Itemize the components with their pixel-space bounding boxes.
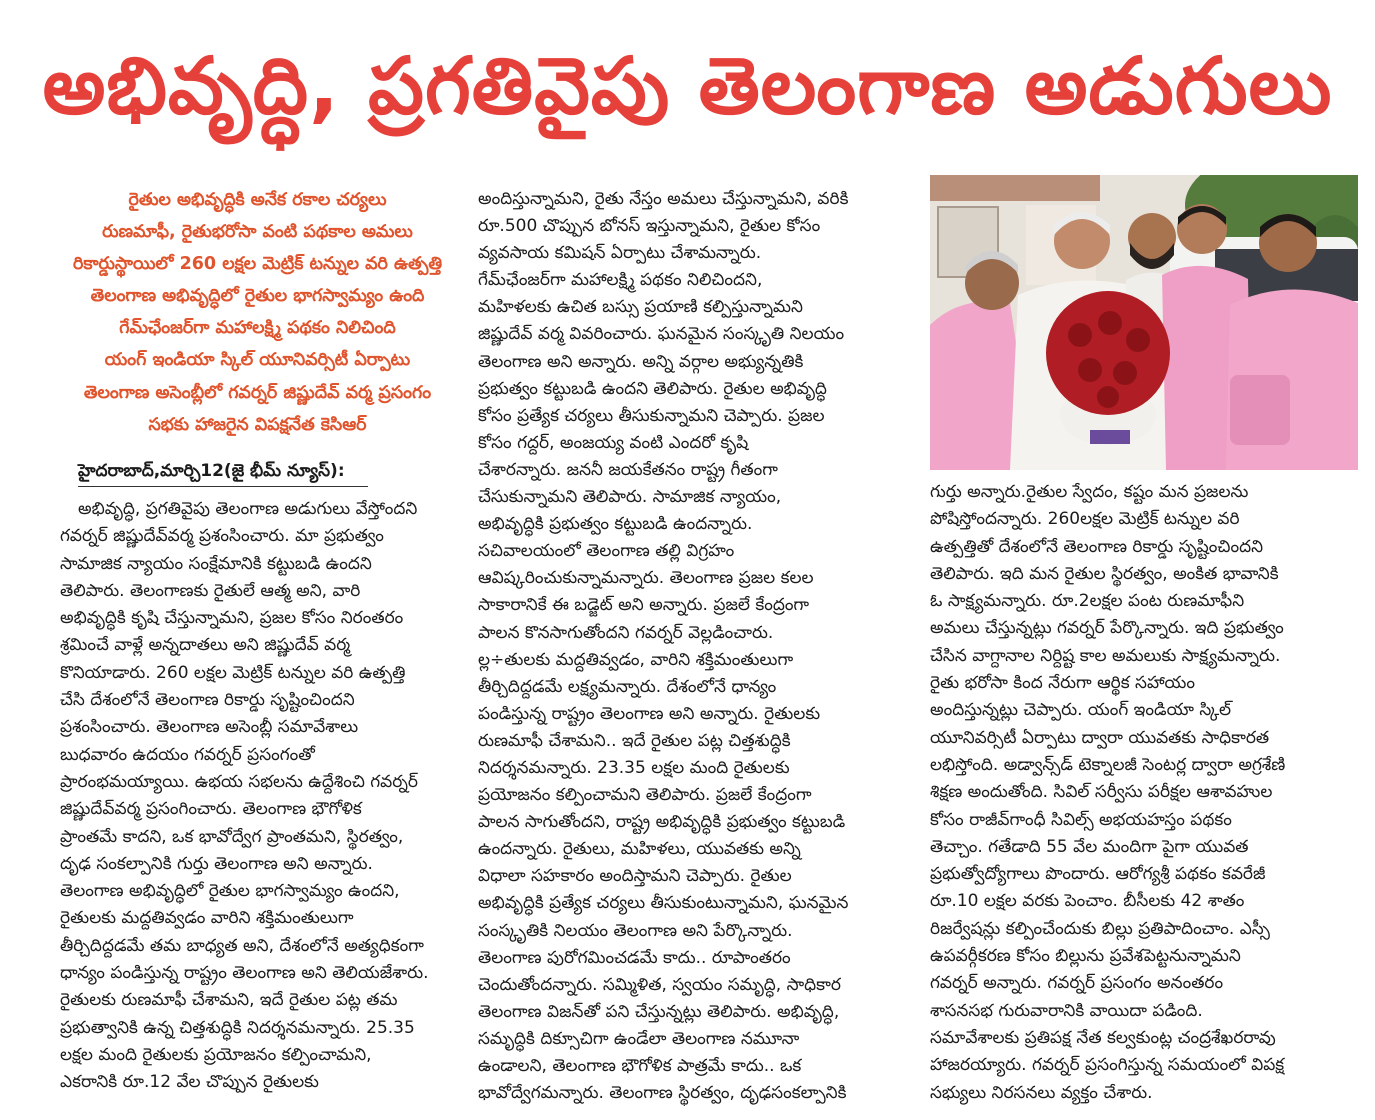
body-line: ఉండాలని, తెలంగాణ భౌగోళిక పాత్రమే కాదు.. ఒక xyxy=(478,1056,802,1076)
body-line: తీర్చిదిద్దడమే లక్ష్యమన్నారు. దేశంలోనే ధాన్యం xyxy=(478,676,777,697)
bouquet-ribbon xyxy=(1090,430,1130,444)
highlight-line: తెలంగాణ అభివృద్ధిలో రైతుల భాగస్వామ్యం ఉంది xyxy=(90,286,425,307)
highlight-line: యంగ్ ఇండియా స్కిల్ యూనివర్సిటీ ఏర్పాటు xyxy=(104,350,411,371)
sash-badge xyxy=(1230,375,1290,445)
body-line: వ్యవసాయ కమిషన్ ఏర్పాటు చేశామన్నారు. xyxy=(478,243,762,264)
highlights-box xyxy=(45,184,470,441)
news-photo xyxy=(930,175,1358,470)
body-line: శిక్షణ అందుతోంది. సివిల్ సర్వీసు పరీక్షల ఆశావహుల xyxy=(930,782,1273,803)
body-line: గవర్నర్ అన్నారు. గవర్నర్ ప్రసంగం అనంతరం xyxy=(930,973,1224,994)
body-line: ఉత్పత్తితో దేశంలోనే తెలంగాణ రికార్డు సృష్టించిందని xyxy=(930,536,1264,557)
body-line: పోషిస్తోందన్నారు. 260లక్షల మెట్రిక్ టన్నుల వరి xyxy=(930,509,1240,530)
body-line: ఉపవర్గీకరణ కోసం బిల్లును ప్రవేశపెట్టనున్నామని xyxy=(930,946,1241,967)
body-line: దృఢ సంకల్పానికి గుర్తు తెలంగాణ అని అన్నారు. xyxy=(60,853,373,874)
body-line: సభ్యులు నిరసనలు వ్యక్తం చేశారు. xyxy=(930,1082,1153,1103)
body-line: గేమ్‌ఛేంజర్‌గా మహాలక్ష్మి పథకం నిలిచిందని, xyxy=(478,270,763,291)
dateline: హైదరాబాద్,మార్చి12(జై భీమ్ న్యూస్): xyxy=(78,456,368,487)
body-line: ఉందన్నారు. రైతులు, మహిళలు, యువతకు అన్ని xyxy=(478,839,801,860)
body-line: తెలంగాణ అని అన్నారు. అన్ని వర్గాల అభ్యున్నతికి xyxy=(478,351,804,372)
highlight-line: రైతుల అభివృద్ధికి అనేక రకాల చర్యలు xyxy=(128,190,387,210)
body-line: నిదర్శనమన్నారు. 23.35 లక్షల మంది రైతులకు xyxy=(478,757,790,778)
body-line: ప్రారంభమయ్యాయి. ఉభయ సభలను ఉద్దేశించి గవర్నర్ xyxy=(60,771,418,792)
body-line: ప్రయోజనం కల్పించామని తెలిపారు. ప్రజలే కేంద్రంగా xyxy=(478,785,812,806)
highlight-line: రికార్డుస్థాయిలో 260 లక్షల మెట్రిక్ టన్నుల వరి ఉత్పత్తి xyxy=(72,254,443,275)
body-line: బుధవారం ఉదయం గవర్నర్ ప్రసంగంతో xyxy=(60,744,315,765)
highlight-line: రుణమాఫీ, రైతుభరోసా వంటి పథకాల అమలు xyxy=(102,222,413,243)
body-line: పాలన కొనసాగుతోందని గవర్నర్ వెల్లడించారు. xyxy=(478,622,774,643)
body-line: చేసిన వాగ్దానాల నిర్దిష్ట కాల అమలుకు సాక్ష్యమన్నారు. xyxy=(930,645,1281,666)
body-line: సమృద్ధికి దిక్సూచిగా ఉండేలా తెలంగాణ నమూనా xyxy=(478,1028,800,1049)
article-column-right xyxy=(930,479,1360,1107)
body-line: రైతులకు మద్దతివ్వడం వారిని శక్తిమంతులుగా xyxy=(60,908,354,929)
body-line: విధాలా సహకారం అందిస్తామని చెప్పారు. రైతుల xyxy=(478,866,792,887)
body-line: అభివృద్ధికి కృషి చేస్తున్నామని, ప్రజల కోసం నిరంతరం xyxy=(60,608,404,629)
body-line: కోసం గద్దర్, అంజయ్య వంటి ఎందరో కృషి xyxy=(478,432,749,453)
body-line: తెలంగాణ విజన్‌తో పని చేస్తున్నట్లు తెలిపారు. అభివృద్ధి, xyxy=(478,1001,840,1022)
body-line: ల్ల÷తులకు మద్దతివ్వడం, వారిని శక్తిమంతులుగా xyxy=(478,649,794,670)
body-line: జిష్ణుదేవ్ వర్మ వివరించారు. ఘనమైన సంస్కృతి నిలయం xyxy=(478,324,845,345)
body-line: కోసం రాజీవ్‌గాంధీ సివిల్స్ అభయహస్తం పథకం xyxy=(930,809,1232,830)
body-line: సచివాలయంలో తెలంగాణ తల్లి విగ్రహం xyxy=(478,541,735,562)
body-line: ప్రాంతమే కాదని, ఒక భావోద్వేగ ప్రాంతమని, స్థిరత్వం, xyxy=(60,826,404,847)
rose xyxy=(1098,311,1122,335)
body-line: మహిళలకు ఉచిత బస్సు ప్రయాణి కల్పిస్తున్నామని xyxy=(478,297,803,318)
body-line: తెలంగాణ పురోగమించడమే కాదు.. రూపాంతరం xyxy=(478,947,791,968)
body-line: రైతులకు రుణమాఫీ చేశామని, ఇదే రైతుల పట్ల తమ xyxy=(60,990,398,1011)
body-line: సంస్కృతికి నిలయం తెలంగాణ అని పేర్కొన్నారు. xyxy=(478,920,793,941)
body-line: అందిస్తున్నట్లు చెప్పారు. యంగ్ ఇండియా స్కిల్ xyxy=(930,700,1232,721)
body-line: ప్రభుత్వానికి ఉన్న చిత్తశుద్ధికి నిదర్శనమన్నారు. 25.35 xyxy=(60,1017,415,1038)
body-line: తెలిపారు. తెలంగాణకు రైతులే ఆత్మ అని, వారి xyxy=(60,580,361,601)
body-line: అమలు చేస్తున్నట్లు గవర్నర్ పేర్కొన్నారు. ఇది ప్రభుత్వం xyxy=(930,618,1284,639)
body-line: రైతు భరోసా కింద నేరుగా ఆర్థిక సహాయం xyxy=(930,673,1196,694)
body-line: ప్రశంసించారు. తెలంగాణ అసెంబ్లీ సమావేశాలు xyxy=(60,717,359,738)
article-column-left xyxy=(60,496,462,1097)
body-line: యూనివర్సిటీ ఏర్పాటు ద్వారా యువతకు సాధికారత xyxy=(930,727,1270,748)
body-line: గవర్నర్ జిష్ణుదేవ్‌వర్మ ప్రశంసించారు. మా ప్రభుత్వం xyxy=(60,526,384,547)
body-line: శ్రమించే వాళ్లే అన్నదాతలు అని జిష్ణుదేవ్ వర్మ xyxy=(60,635,351,656)
body-line: పండిస్తున్న రాష్ట్రం తెలంగాణ అని అన్నారు. రైతులకు xyxy=(478,703,821,724)
body-line: కోసం ప్రత్యేక చర్యలు తీసుకున్నామని చెప్పారు. ప్రజల xyxy=(478,405,825,426)
body-line: అభివృద్ధికి ప్రత్యేక చర్యలు తీసుకుంటున్నామని, ఘనమైన xyxy=(478,893,849,914)
highlight-line: సభకు హాజరైన విపక్షనేత కెసిఆర్ xyxy=(148,414,367,435)
body-line: జిష్ణుదేవ్‌వర్మ ప్రసంగించారు. తెలంగాణ భౌగోళిక xyxy=(60,799,362,820)
body-line: ప్రభుత్వం కట్టుబడి ఉందని తెలిపారు. రైతుల అభివృద్ధి xyxy=(478,378,827,399)
body-line: ధాన్యం పండిస్తున్న రాష్ట్రం తెలంగాణ అని తెలియజేశారు. xyxy=(60,963,429,984)
body-line: లక్షల మంది రైతులకు ప్రయోజనం కల్పించామని, xyxy=(60,1044,372,1065)
rose xyxy=(1126,328,1150,352)
highlight-line: తెలంగాణ అసెంబ్లీలో గవర్నర్ జిష్ణుదేవ్ వర్మ ప్రసంగం xyxy=(83,382,432,403)
body-line: అభివృద్ధికి ప్రభుత్వం కట్టుబడి ఉందన్నారు. xyxy=(478,514,753,535)
body-line: భావోద్వేగమన్నారు. తెలంగాణ స్థిరత్వం, దృఢసంకల్పానికి xyxy=(478,1083,847,1104)
building-roof xyxy=(930,175,1100,201)
body-line: చేసి దేశంలోనే తెలంగాణ రికార్డు సృష్టించిందని xyxy=(60,690,355,711)
highlight-line: గేమ్‌ఛేంజర్‌గా మహాలక్ష్మి పథకం నిలిచింది xyxy=(119,318,396,339)
body-line: రూ.500 చొప్పున బోనస్ ఇస్తున్నామని, రైతుల కోసం xyxy=(478,216,821,237)
body-line: ఆవిష్కరించుకున్నామన్నారు. తెలంగాణ ప్రజల కలల xyxy=(478,568,814,589)
body-line: తీర్చిదిద్దడమే తమ బాధ్యత అని, దేశంలోనే అత్యధికంగా xyxy=(60,935,424,956)
body-line: సామాజిక న్యాయం సంక్షేమానికి కట్టుబడి ఉందని xyxy=(60,553,372,574)
body-line: అందిస్తున్నామని, రైతు నేస్తం అమలు చేస్తున్నామని, వరికి xyxy=(478,189,849,209)
rose xyxy=(1068,323,1092,347)
body-line: చెందుతోందన్నారు. సమ్మిళిత, స్వయం సమృద్ధి, సాధికార xyxy=(478,974,841,995)
body-line: చేసుకున్నామని తెలిపారు. సామాజిక న్యాయం, xyxy=(478,487,782,508)
body-line: తెలంగాణ అభివృద్ధిలో రైతుల భాగస్వామ్యం ఉందని, xyxy=(60,881,400,902)
body-line: రుణమాఫీ చేశామని.. ఇదే రైతుల పట్ల చిత్తశుద్ధికి xyxy=(478,730,791,751)
body-line: గుర్తు అన్నారు.రైతుల స్వేదం, కష్టం మన ప్రజలను xyxy=(930,482,1249,502)
body-line: లభిస్తోంది. అడ్వాన్స్‌డ్ టెక్నాలజీ సెంటర్ల ద్వారా అగ్రశేణి xyxy=(930,754,1286,775)
rose xyxy=(1097,386,1119,408)
body-line: చేశారన్నారు. జననీ జయకేతనం రాష్ట్ర గీతంగా xyxy=(478,459,778,480)
rose xyxy=(1113,361,1137,385)
body-line: సాకారానికే ఈ బడ్జెట్ అని అన్నారు. ప్రజలే కేంద్రంగా xyxy=(478,595,810,616)
body-line: ఓ సాక్ష్యమన్నారు. రూ.2లక్షల పంట రుణమాఫీని xyxy=(930,591,1245,612)
body-line: కొనియాడారు. 260 లక్షల మెట్రిక్ టన్నుల వరి ఉత్పత్తి xyxy=(60,662,406,683)
body-line: రిజర్వేషన్లు కల్పించేందుకు బిల్లు ప్రతిపాదించాం. ఎస్సీ xyxy=(930,918,1270,939)
body-line: శాసనసభ గురువారానికి వాయిదా పడింది. xyxy=(930,1000,1203,1021)
body-line: సమావేశాలకు ప్రతిపక్ష నేత కల్వకుంట్ల చంద్రశేఖరరావు xyxy=(930,1027,1276,1048)
news-photo-image xyxy=(930,175,1358,470)
body-line: తెలిపారు. ఇది మన రైతుల స్థిరత్వం, అంకిత భావానికి xyxy=(930,563,1279,584)
body-line: రూ.10 లక్షల వరకు పెంచాం. బీసీలకు 42 శాతం xyxy=(930,891,1245,912)
body-line: ప్రభుత్వోద్యోగాలు పొందారు. ఆరోగ్యశ్రీ పథకం కవరేజీ xyxy=(930,864,1266,885)
headline: అభివృద్ధి, ప్రగతివైపు తెలంగాణ అడుగులు xyxy=(42,40,1333,132)
body-line: అభివృద్ధి, ప్రగతివైపు తెలంగాణ అడుగులు వేస్తోందని xyxy=(78,499,418,519)
body-line: పాలన సాగుతోందని, రాష్ట్ర అభివృద్ధికి ప్రభుత్వం కట్టుబడి xyxy=(478,812,846,833)
article-column-middle xyxy=(478,186,912,1107)
body-line: హాజరయ్యారు. గవర్నర్ ప్రసంగిస్తున్న సమయంలో విపక్ష xyxy=(930,1055,1285,1076)
rose xyxy=(1078,358,1102,382)
body-line: ఎకరానికి రూ.12 వేల చొప్పున రైతులకు xyxy=(60,1072,319,1093)
body-line: తెచ్చాం. గతేడాది 55 వేల మందిగా పైగా యువత xyxy=(930,836,1249,857)
